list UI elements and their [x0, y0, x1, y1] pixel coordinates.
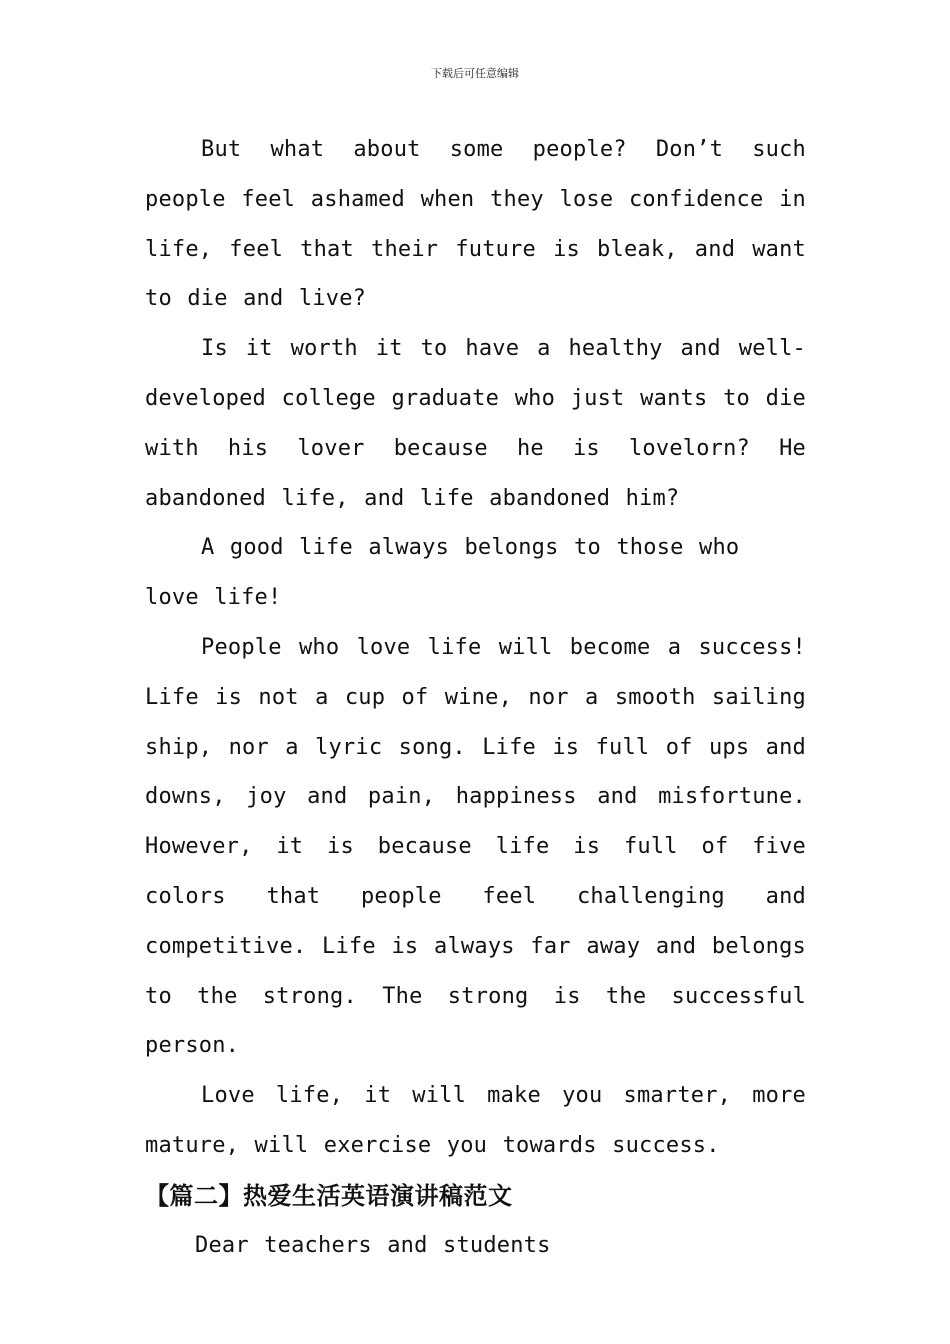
paragraph-confidence: But what about some people? Don’t such people feel ashamed when they lose confidence in life, feel that their future is bleak, and want to die and live?: [145, 137, 806, 312]
paragraph-love-life: Love life, it will make you smarter, more mature, will exercise you towards success.: [145, 1083, 806, 1158]
salutation: Dear teachers and students: [195, 1232, 551, 1258]
paragraph-success: People who love life will become a success! Life is not a cup of wine, nor a smooth sailing ship, nor a lyric song. Life is full of ups and downs, joy and pain, happiness and misfortune. However, it is because life is full of five colors that people feel challenging and competitive. Life is always far away and belongs to the strong. The strong is the successful person.: [145, 634, 806, 1059]
page-header-note: 下载后可任意编辑: [431, 67, 519, 80]
paragraph-good-life: A good life always belongs to those who love life!: [145, 535, 740, 611]
paragraph-lovelorn: Is it worth it to have a healthy and well-developed college graduate who just wants to die with his lover because he is lovelorn? He abandoned life, and life abandoned him?: [145, 336, 806, 511]
document-body: [145, 125, 806, 1270]
section-heading: 【篇二】热爱生活英语演讲稿范文: [145, 1180, 513, 1210]
